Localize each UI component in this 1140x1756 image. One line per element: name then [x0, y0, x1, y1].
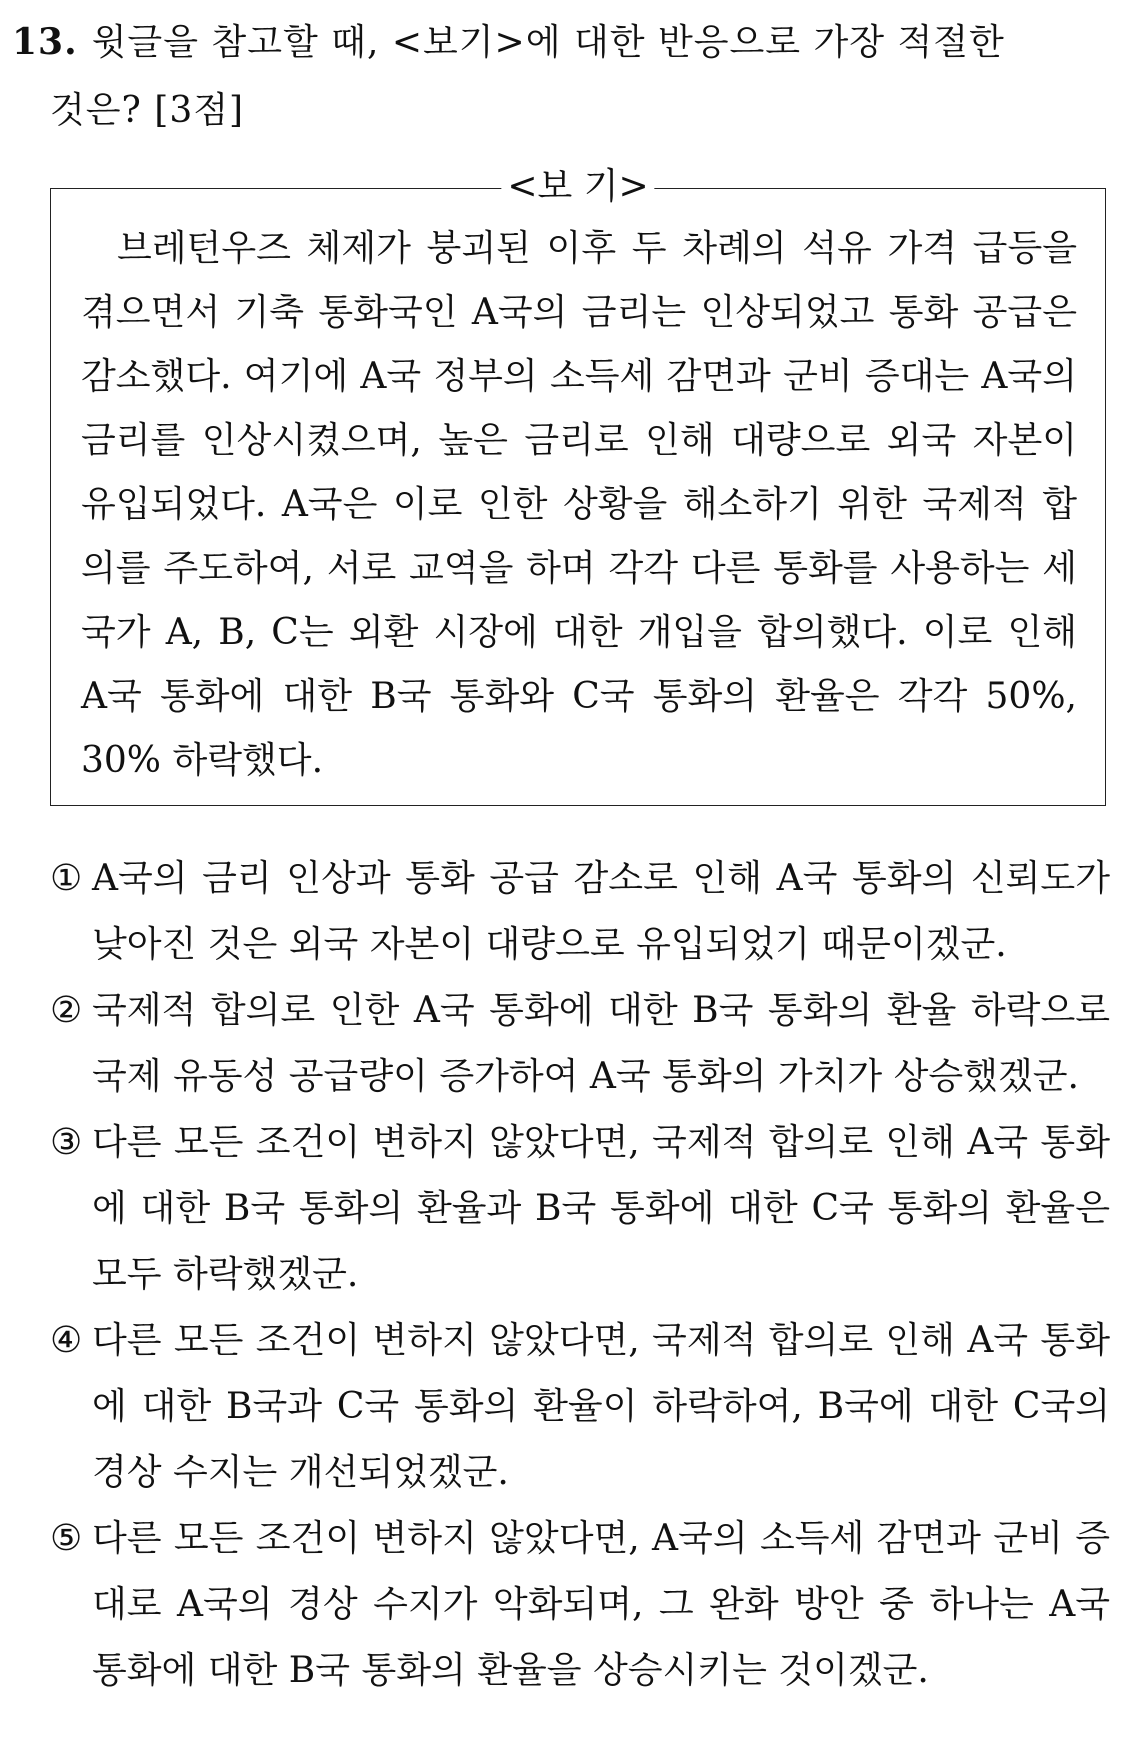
answer-choice-3[interactable] — [50, 1110, 1110, 1308]
choice-text: A국의 금리 인상과 통화 공급 감소로 인해 A국 통화의 신뢰도가 낮아진 것은 외국 자본이 대량으로 유입되었기 때문이겠군. — [92, 858, 1110, 965]
answer-choice-4[interactable] — [50, 1308, 1110, 1506]
answer-choice-2[interactable] — [50, 978, 1110, 1110]
example-box-body: 브레턴우즈 체제가 붕괴된 이후 두 차례의 석유 가격 급등을 겪으면서 기축 통화국인 A국의 금리는 인상되었고 통화 공급은 감소했다. 여기에 A국 정부의 소득세 감면과 군비 증대는 A국의 금리를 인상시켰으며, 높은 금리로 인해 대량으로 외국 자본이 유입되었다. A국은 이로 인한 상황을 해소하기 위한 국제적 합의를 주도하여, 서로 교역을 하며 각각 다른 통화를 사용하는 세 국가 A, B, C는 외환 시장에 대한 개입을 합의했다. 이로 인해 A국 통화에 대한 B국 통화와 C국 통화의 환율은 각각 50%, 30% 하락했다. — [81, 228, 1077, 781]
question-stem-line2: 것은? [3점] — [50, 90, 245, 131]
example-box — [50, 166, 1106, 806]
example-box-title: <보 기> — [501, 163, 654, 211]
choice-marker: ④ — [50, 1320, 83, 1361]
choice-text: 국제적 합의로 인한 A국 통화에 대한 B국 통화의 환율 하락으로 국제 유동성 공급량이 증가하여 A국 통화의 가치가 상승했겠군. — [92, 990, 1110, 1097]
answer-choice-1[interactable] — [50, 846, 1110, 978]
question-header — [12, 8, 1112, 145]
answer-choices — [50, 846, 1110, 1704]
choice-marker: ③ — [50, 1122, 83, 1163]
choice-marker: ⑤ — [50, 1518, 83, 1559]
question-number: 13. — [12, 21, 78, 63]
choice-text: 다른 모든 조건이 변하지 않았다면, A국의 소득세 감면과 군비 증대로 A국의 경상 수지가 악화되며, 그 완화 방안 중 하나는 A국 통화에 대한 B국 통화의 환율을 상승시키는 것이겠군. — [92, 1518, 1110, 1691]
choice-marker: ② — [50, 990, 83, 1031]
choice-marker: ① — [50, 858, 83, 899]
answer-choice-5[interactable] — [50, 1506, 1110, 1704]
choice-text: 다른 모든 조건이 변하지 않았다면, 국제적 합의로 인해 A국 통화에 대한 B국과 C국 통화의 환율이 하락하여, B국에 대한 C국의 경상 수지는 개선되었겠군. — [92, 1320, 1110, 1493]
choice-text: 다른 모든 조건이 변하지 않았다면, 국제적 합의로 인해 A국 통화에 대한 B국 통화의 환율과 B국 통화에 대한 C국 통화의 환율은 모두 하락했겠군. — [92, 1122, 1110, 1295]
question-stem-line1: 윗글을 참고할 때, <보기>에 대한 반응으로 가장 적절한 — [91, 22, 1005, 63]
